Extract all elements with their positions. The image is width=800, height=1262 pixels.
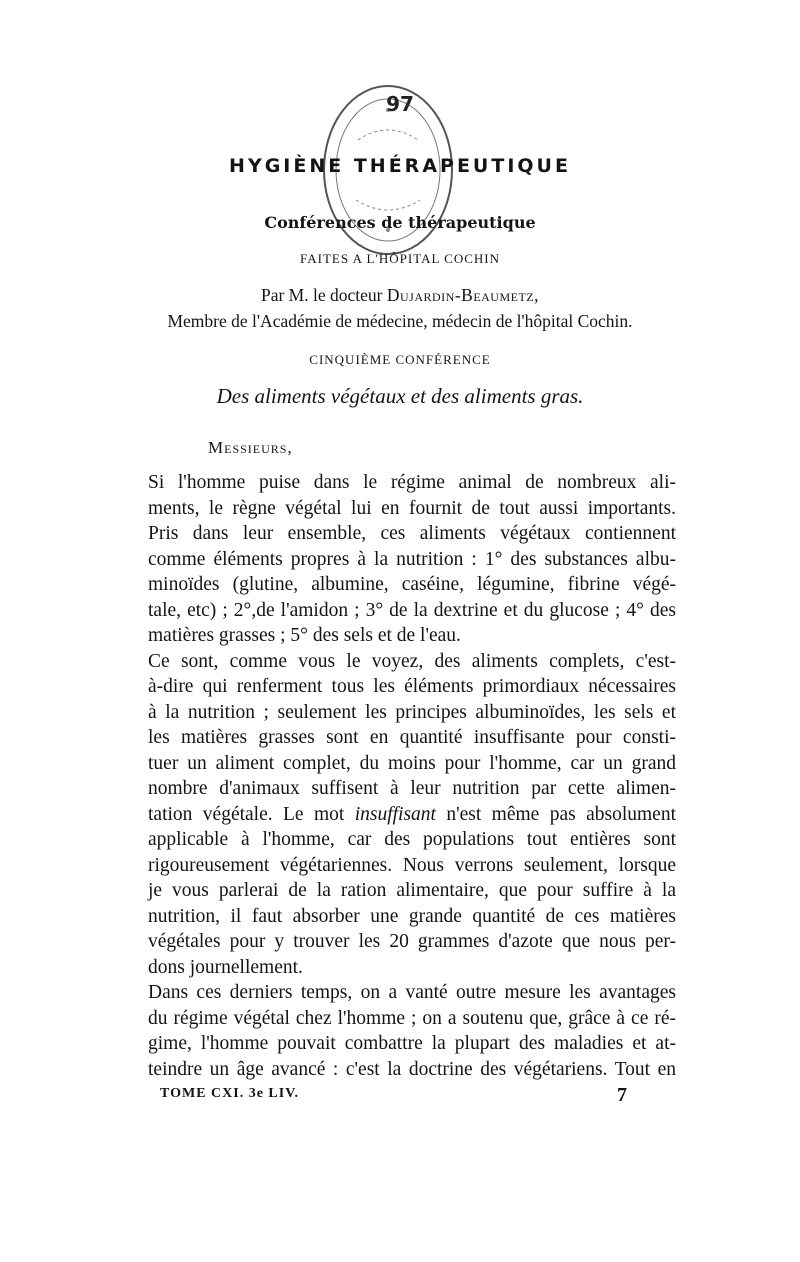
author-line <box>0 285 800 306</box>
text-line: minoïdes (glutine, albumine, caséine, légumine, fibrine végé- <box>148 574 676 595</box>
text-line: les matières grasses sont en quantité insuffisante pour consti- <box>148 727 676 748</box>
footer-signature: TOME CXI. 3e LIV. <box>160 1086 300 1101</box>
affiliation-line: Membre de l'Académie de médecine, médecin de l'hôpital Cochin. <box>167 311 633 331</box>
text-line: gime, l'homme pouvait combattre la plupart des maladies et at- <box>148 1033 676 1054</box>
body-text <box>148 470 676 1082</box>
page-number: 97 <box>386 92 414 116</box>
text-line: tale, etc) ; 2°,de l'amidon ; 3° de la dextrine et du glucose ; 4° des <box>148 599 676 621</box>
italic-word: insuffisant <box>354 803 436 825</box>
text-line: dons journellement. <box>148 956 303 978</box>
text-line: comme éléments propres à la nutrition : 1° des substances albu- <box>148 548 676 570</box>
text-line: matières grasses ; 5° des sels et de l'eau. <box>148 625 461 646</box>
text-line: tuer un aliment complet, du moins pour l'homme, car un grand <box>148 752 676 774</box>
text-line: nombre d'animaux suffisent à leur nutrition par cette alimen- <box>148 778 676 799</box>
text-line: Si l'homme puise dans le régime animal de nombreux ali- <box>148 472 676 493</box>
text-line: tation végétale. Le mot insuffisant n'est même pas absolument <box>148 803 677 825</box>
author-prefix: Par M. le docteur <box>260 285 387 305</box>
text-line: à-dire qui renferment tous les éléments primordiaux nécessaires <box>148 676 676 697</box>
salutation: Messieurs, <box>208 438 293 457</box>
text-line: végétales pour y trouver les 20 grammes d'azote que nous per- <box>148 931 676 952</box>
text-line: Pris dans leur ensemble, ces aliments végétaux contiennent <box>148 523 676 544</box>
text-line: je vous parlerai de la ration alimentaire, que pour suffire à la <box>148 880 676 901</box>
paragraph <box>148 649 676 981</box>
author-name: Dujardin-Beaumetz, <box>386 285 540 305</box>
text-line: Ce sont, comme vous le voyez, des aliments complets, c'est- <box>148 650 676 672</box>
paragraph <box>148 980 676 1082</box>
text-line: teindre un âge avancé : c'est la doctrine des végétariens. Tout en <box>148 1058 676 1080</box>
text-line: applicable à l'homme, car des populations tout entières sont <box>148 829 676 850</box>
lecture-heading: CINQUIÈME CONFÉRENCE <box>309 352 491 367</box>
text-line: Dans ces derniers temps, on a vanté outre mesure les avantages <box>148 982 676 1003</box>
subtitle: Conférences de thérapeutique <box>264 213 536 232</box>
lecture-topic: Des aliments végétaux et des aliments gras. <box>216 384 584 408</box>
text-line: nutrition, il faut absorber une grande quantité de ces matières <box>148 905 676 927</box>
footer-page-number: 7 <box>617 1084 628 1106</box>
paragraph <box>148 470 676 649</box>
text-line: ments, le règne végétal lui en fournit de tout aussi importants. <box>148 497 676 519</box>
text-line: du régime végétal chez l'homme ; on a soutenu que, grâce à ce ré- <box>148 1007 676 1029</box>
section-title: HYGIÈNE THÉRAPEUTIQUE <box>229 155 571 177</box>
text-line: à la nutrition ; seulement les principes albuminoïdes, les sels et <box>148 701 676 723</box>
location-line: FAITES A L'HÔPITAL COCHIN <box>300 251 500 266</box>
text-line: rigoureusement végétariennes. Nous verrons seulement, lorsque <box>148 854 676 876</box>
